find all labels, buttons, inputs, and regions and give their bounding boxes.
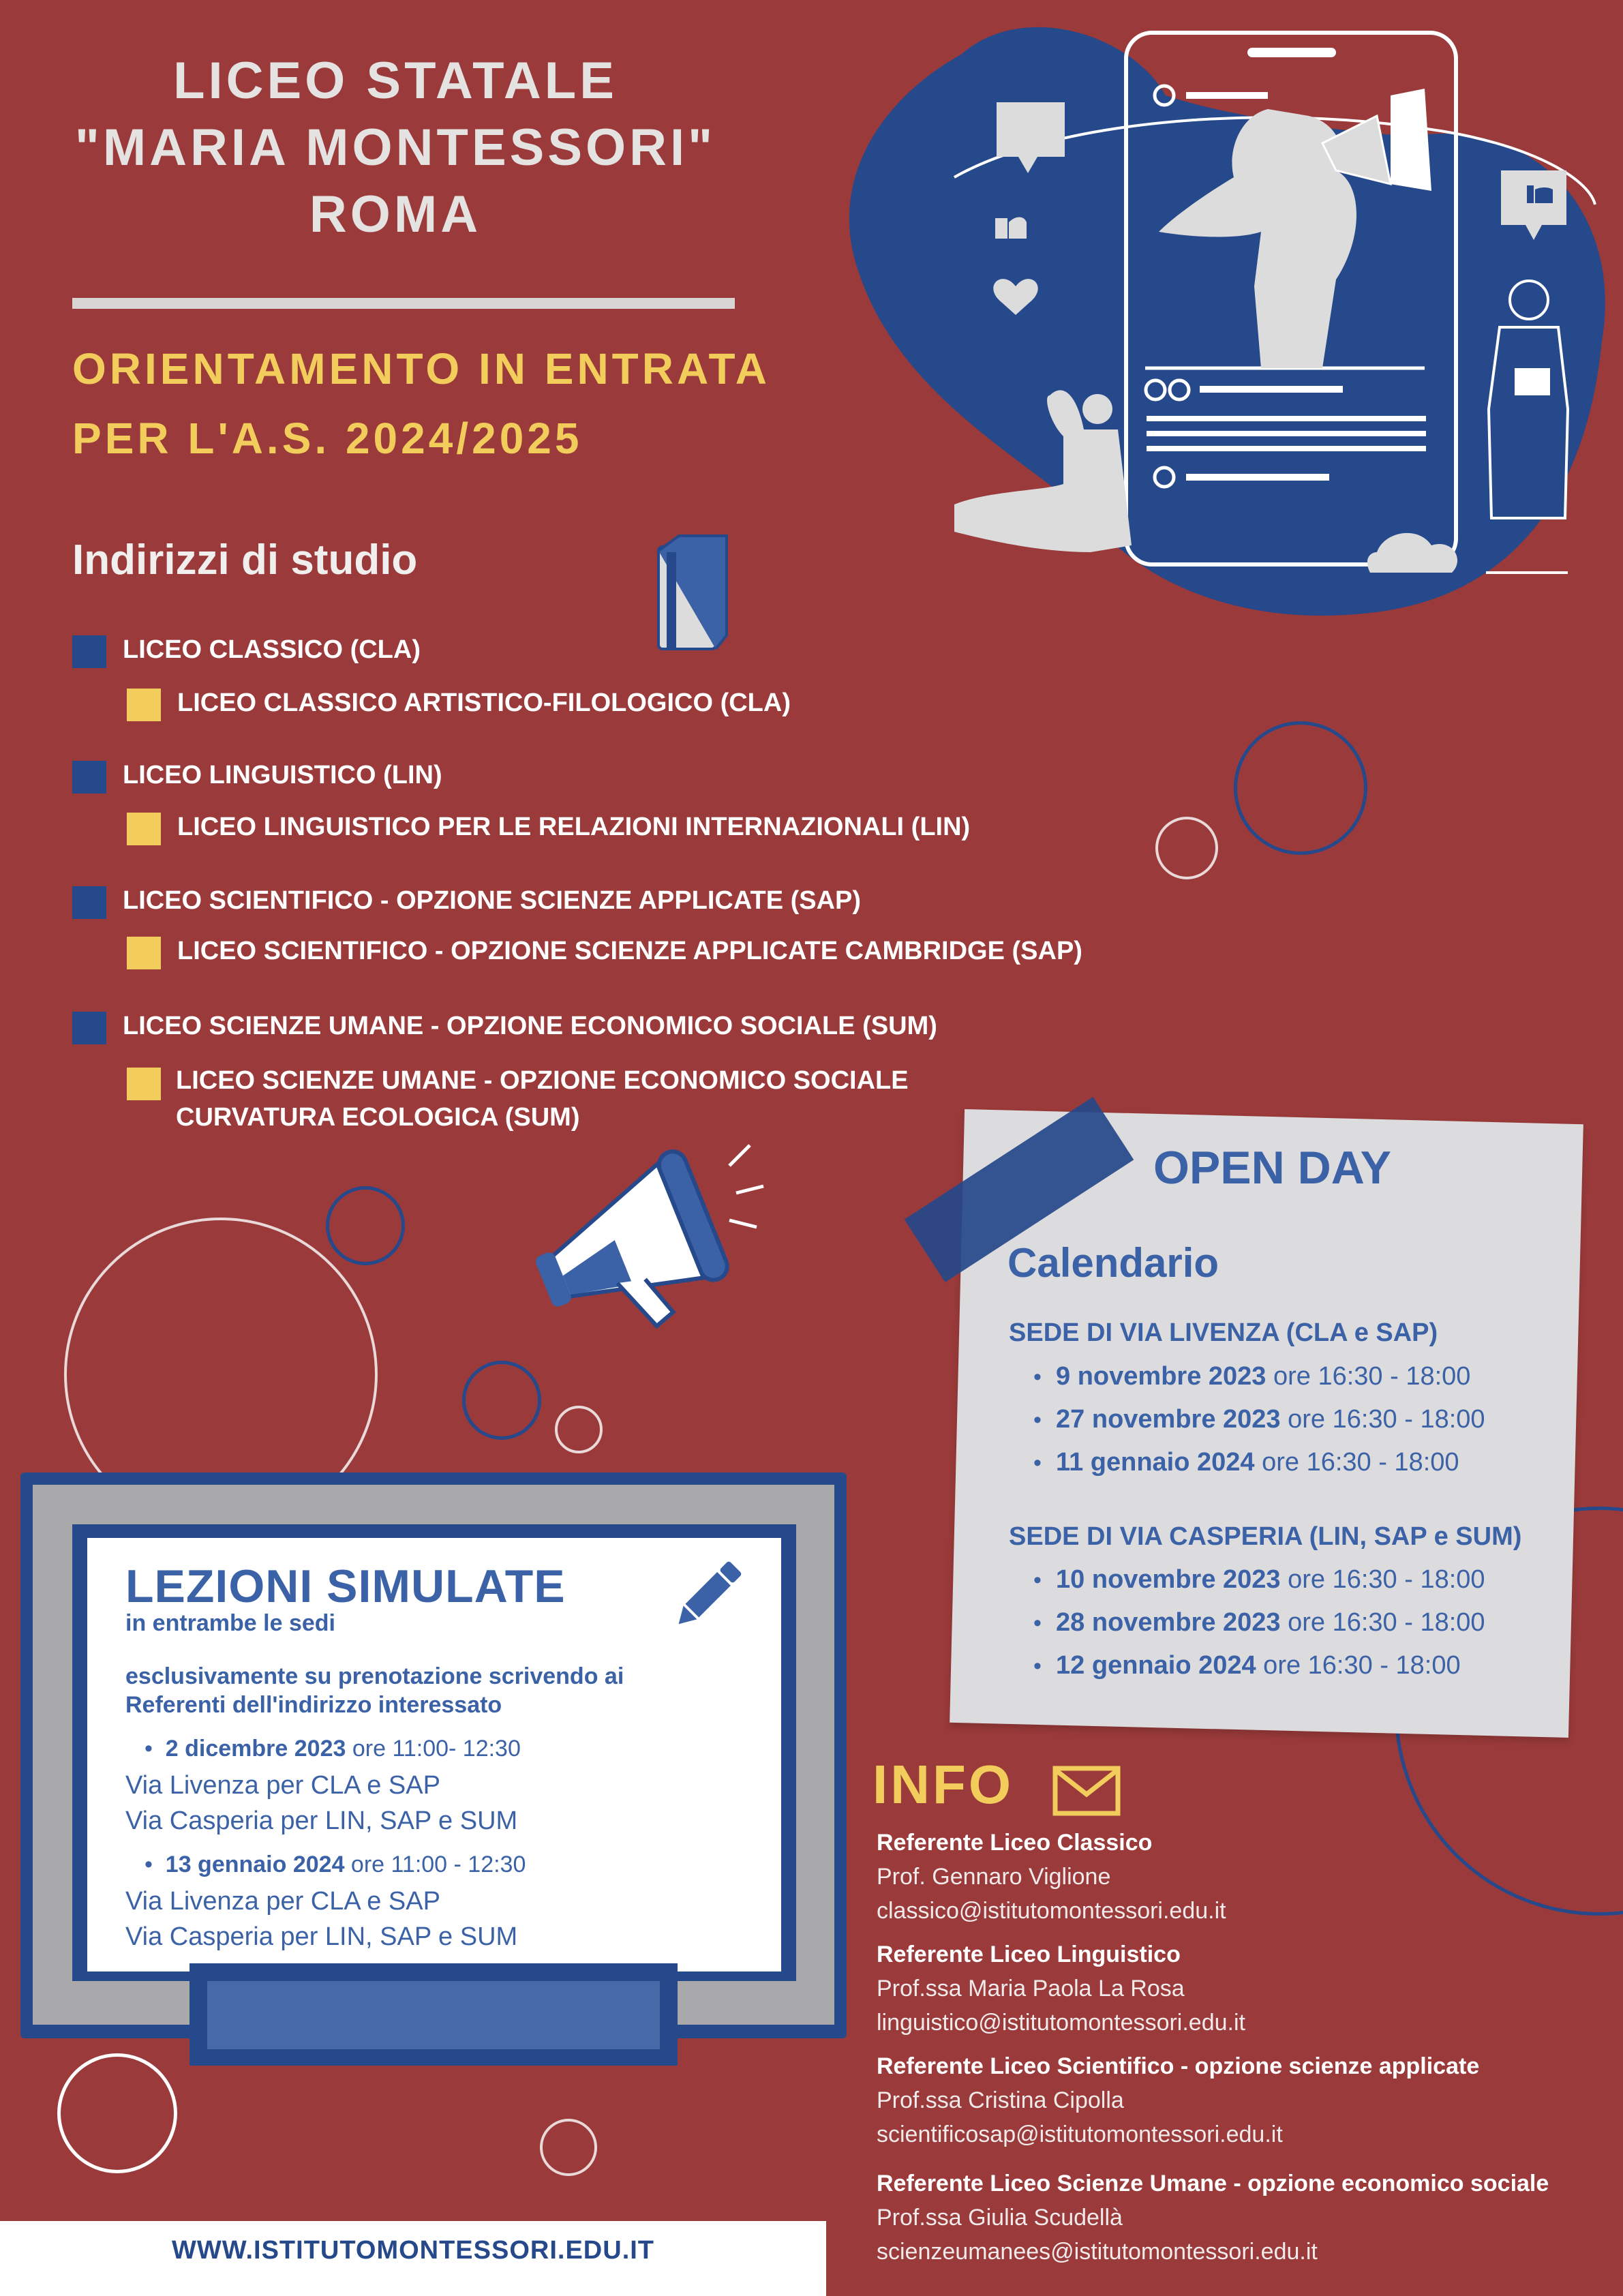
time-text: ore 16:30 - 18:00 bbox=[1280, 1565, 1485, 1594]
date-text: 2 dicembre 2023 bbox=[165, 1736, 346, 1762]
decor-ring bbox=[1155, 817, 1218, 879]
pencil-icon bbox=[665, 1553, 750, 1637]
date-text: 27 novembre 2023 bbox=[1056, 1405, 1281, 1434]
date-text: 12 gennaio 2024 bbox=[1056, 1651, 1256, 1680]
date-text: 10 novembre 2023 bbox=[1056, 1565, 1281, 1594]
date-text: 11 gennaio 2024 bbox=[1056, 1448, 1255, 1477]
course-main: LICEO SCIENZE UMANE - OPZIONE ECONOMICO SOCIALE (SUM) bbox=[123, 1012, 937, 1040]
school-title bbox=[27, 48, 763, 248]
lezioni-subtitle: in entrambe le sedi bbox=[125, 1610, 335, 1636]
book-icon bbox=[652, 533, 731, 654]
time-text: ore 11:00- 12:30 bbox=[346, 1736, 521, 1762]
time-text: ore 11:00 - 12:30 bbox=[344, 1852, 526, 1877]
info-title: INFO bbox=[873, 1754, 1014, 1815]
lezioni-note: esclusivamente su prenotazione scrivendo ai bbox=[125, 1663, 624, 1689]
open-day-date: • 10 novembre 2023 ore 16:30 - 18:00 bbox=[1033, 1565, 1485, 1594]
time-text: ore 16:30 - 18:00 bbox=[1254, 1448, 1459, 1477]
school-title-line: LICEO STATALE bbox=[173, 52, 618, 110]
social-media-illustration-icon bbox=[845, 14, 1623, 627]
date-text: 28 novembre 2023 bbox=[1056, 1608, 1281, 1637]
course-bullet bbox=[127, 937, 161, 969]
lezioni-title: LEZIONI SIMULATE bbox=[125, 1560, 566, 1612]
sede-heading: SEDE DI VIA LIVENZA (CLA e SAP) bbox=[1009, 1318, 1438, 1347]
referente-email[interactable]: classico@istitutomontessori.edu.it bbox=[877, 1898, 1226, 1924]
lezioni-note: Referenti dell'indirizzo interessato bbox=[125, 1692, 502, 1718]
referente-email[interactable]: linguistico@istitutomontessori.edu.it bbox=[877, 2010, 1245, 2036]
study-heading: Indirizzi di studio bbox=[72, 537, 418, 584]
website-link[interactable]: WWW.ISTITUTOMONTESSORI.EDU.IT bbox=[171, 2236, 655, 2265]
lezioni-session-date: • 13 gennaio 2024 ore 11:00 - 12:30 bbox=[145, 1852, 526, 1877]
lezioni-place: Via Livenza per CLA e SAP bbox=[125, 1771, 440, 1800]
monitor-stand-inner bbox=[207, 1981, 660, 2049]
orientamento-line: ORIENTAMENTO IN ENTRATA bbox=[72, 344, 770, 393]
course-bullet bbox=[72, 1012, 106, 1044]
referente-name: Prof.ssa Giulia Scudellà bbox=[877, 2205, 1123, 2231]
course-bullet bbox=[72, 635, 106, 668]
time-text: ore 16:30 - 18:00 bbox=[1256, 1651, 1461, 1680]
lezioni-place: Via Casperia per LIN, SAP e SUM bbox=[125, 1807, 518, 1835]
referente-name: Prof.ssa Maria Paola La Rosa bbox=[877, 1976, 1185, 2002]
course-bullet bbox=[127, 689, 161, 721]
title-divider bbox=[72, 298, 735, 309]
course-bullet bbox=[72, 761, 106, 794]
lezioni-place: Via Livenza per CLA e SAP bbox=[125, 1887, 440, 1916]
open-day-date: • 28 novembre 2023 ore 16:30 - 18:00 bbox=[1033, 1608, 1485, 1637]
orientamento-line: PER L'A.S. 2024/2025 bbox=[72, 414, 583, 463]
course-bullet bbox=[127, 813, 161, 845]
course-sub: LICEO CLASSICO ARTISTICO-FILOLOGICO (CLA) bbox=[177, 689, 791, 717]
open-day-title: OPEN DAY bbox=[1153, 1142, 1391, 1194]
open-day-calendar-heading: Calendario bbox=[1007, 1240, 1219, 1286]
school-title-line: ROMA bbox=[309, 185, 482, 243]
course-main: LICEO SCIENTIFICO - OPZIONE SCIENZE APPLICATE (SAP) bbox=[123, 886, 862, 915]
referente-heading: Referente Liceo Classico bbox=[877, 1830, 1153, 1856]
referente-heading: Referente Liceo Linguistico bbox=[877, 1942, 1181, 1967]
course-sub: LICEO SCIENTIFICO - OPZIONE SCIENZE APPLICATE CAMBRIDGE (SAP) bbox=[177, 937, 1082, 965]
school-title-line: "MARIA MONTESSORI" bbox=[74, 119, 716, 177]
decor-ring bbox=[57, 2053, 177, 2173]
referente-name: Prof. Gennaro Viglione bbox=[877, 1864, 1111, 1890]
decor-ring bbox=[555, 1406, 603, 1453]
course-bullet bbox=[127, 1068, 161, 1100]
open-day-date: • 11 gennaio 2024 ore 16:30 - 18:00 bbox=[1033, 1448, 1459, 1477]
date-text: 9 novembre 2023 bbox=[1056, 1362, 1266, 1391]
lezioni-place: Via Casperia per LIN, SAP e SUM bbox=[125, 1922, 518, 1951]
date-text: 13 gennaio 2024 bbox=[165, 1852, 345, 1877]
referente-heading: Referente Liceo Scienze Umane - opzione economico sociale bbox=[877, 2171, 1549, 2196]
course-sub: CURVATURA ECOLOGICA (SUM) bbox=[176, 1103, 580, 1132]
time-text: ore 16:30 - 18:00 bbox=[1266, 1362, 1471, 1391]
sede-heading: SEDE DI VIA CASPERIA (LIN, SAP e SUM) bbox=[1009, 1522, 1522, 1551]
decor-ring bbox=[540, 2119, 597, 2176]
decor-ring bbox=[462, 1361, 541, 1440]
referente-email[interactable]: scienzeumanees@istitutomontessori.edu.it bbox=[877, 2239, 1318, 2265]
referente-email[interactable]: scientificosap@istitutomontessori.edu.it bbox=[877, 2121, 1283, 2147]
decor-ring bbox=[326, 1186, 405, 1265]
open-day-date: • 9 novembre 2023 ore 16:30 - 18:00 bbox=[1033, 1362, 1471, 1391]
course-sub: LICEO LINGUISTICO PER LE RELAZIONI INTERNAZIONALI (LIN) bbox=[177, 813, 971, 841]
time-text: ore 16:30 - 18:00 bbox=[1280, 1608, 1485, 1637]
course-main: LICEO CLASSICO (CLA) bbox=[123, 635, 421, 664]
time-text: ore 16:30 - 18:00 bbox=[1280, 1405, 1485, 1434]
referente-name: Prof.ssa Cristina Cipolla bbox=[877, 2087, 1124, 2113]
open-day-date: • 12 gennaio 2024 ore 16:30 - 18:00 bbox=[1033, 1651, 1461, 1680]
course-sub: LICEO SCIENZE UMANE - OPZIONE ECONOMICO SOCIALE bbox=[176, 1066, 909, 1095]
course-bullet bbox=[72, 886, 106, 919]
decor-ring bbox=[1234, 721, 1367, 855]
open-day-date: • 27 novembre 2023 ore 16:30 - 18:00 bbox=[1033, 1405, 1485, 1434]
referente-heading: Referente Liceo Scientifico - opzione scienze applicate bbox=[877, 2053, 1480, 2079]
course-main: LICEO LINGUISTICO (LIN) bbox=[123, 761, 442, 789]
megaphone-icon bbox=[525, 1118, 770, 1343]
envelope-icon bbox=[1052, 1766, 1121, 1816]
lezioni-session-date: • 2 dicembre 2023 ore 11:00- 12:30 bbox=[145, 1736, 521, 1762]
